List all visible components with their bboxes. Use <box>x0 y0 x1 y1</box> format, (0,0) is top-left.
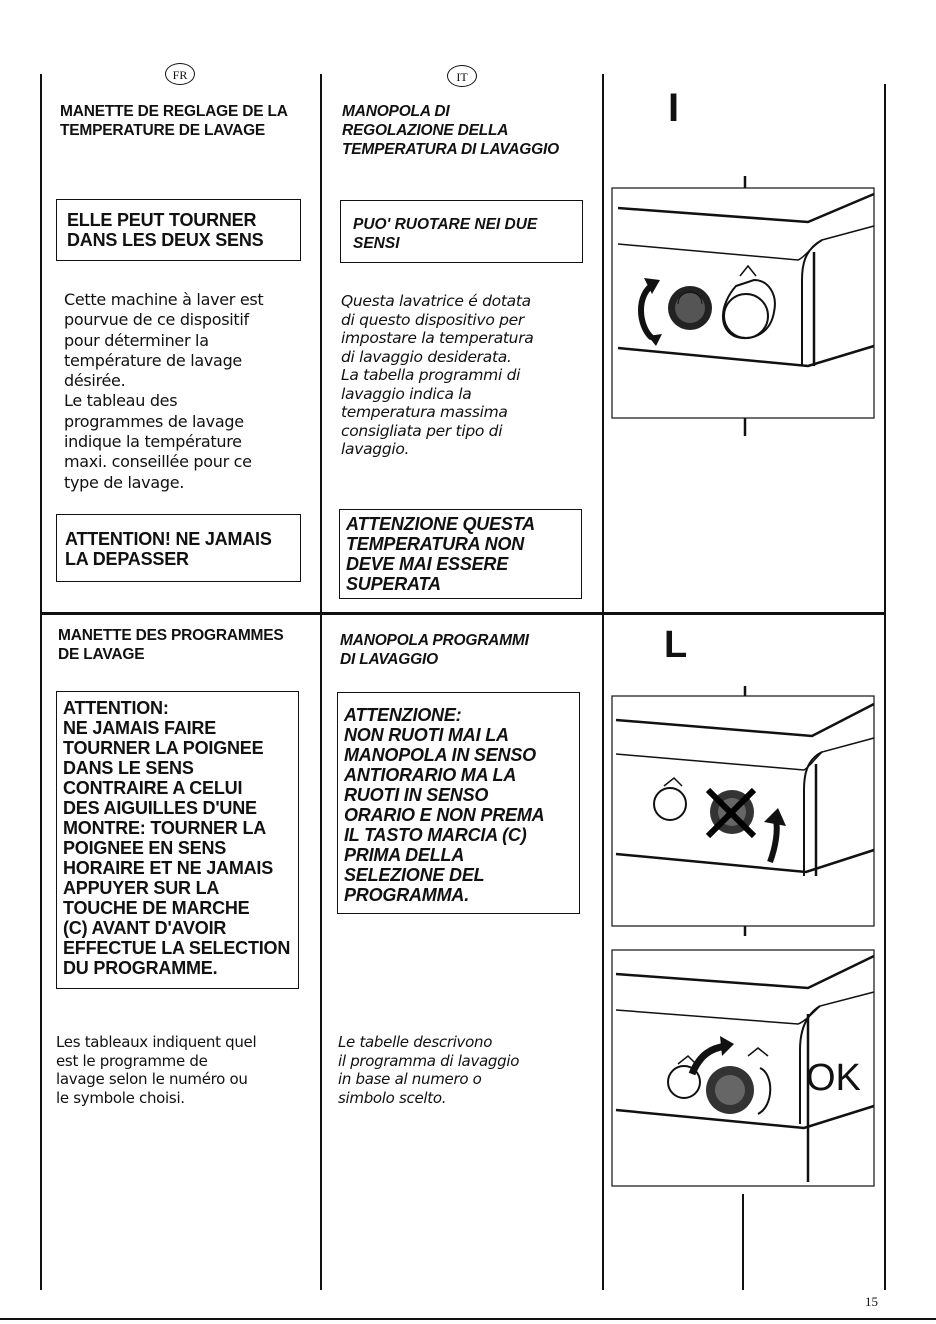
figure-label-i: I <box>668 86 680 130</box>
figure-ok-connector <box>742 1194 744 1290</box>
it-programs-warning-text: ATTENZIONE: NON RUOTI MAI LA MANOPOLA IN SENSO ANTIORARIO MA LA RUOTI IN SENSO ORARIO E NON PREMA IL TASTO MARCIA (C) PRIMA DELLA SELEZIONE DEL PROGRAMMA. <box>344 705 545 905</box>
arrow-rotate-icon <box>641 278 662 346</box>
fr-rotation-box-text: ELLE PEUT TOURNER DANS LES DEUX SENS <box>67 210 264 250</box>
fr-language-badge: FR <box>165 63 195 85</box>
figure-label-l: L <box>664 624 688 666</box>
column-divider-middle <box>320 74 322 1290</box>
fr-programs-warning-text: ATTENTION: NE JAMAIS FAIRE TOURNER LA POIGNEE DANS LE SENS CONTRAIRE A CELUI DES AIGUILLES D'UNE MONTRE: TOURNER LA POIGNEE EN SENS HORAIRE ET NE JAMAIS APPUYER SUR LA TOUCHE DE MARCHE (C) AVANT D'AVOIR EFFECTUE LA SELECTION DU PROGRAMME. <box>63 698 291 978</box>
it-temperature-description: Questa lavatrice é dotata di questo dispositivo per impostare la temperatura di lavaggio desiderata. La tabella programmi di lavaggio indica la temperatura massima consigliata per tipo di lavaggio. <box>341 292 534 458</box>
column-divider-right <box>602 74 604 1290</box>
it-language-badge: IT <box>447 65 477 87</box>
fr-temperature-description: Cette machine à laver est pourvue de ce dispositif pour déterminer la température de lavage désirée. Le tableau des programmes de lavage indique la température maxi. conseillée pour ce type de lavage. <box>64 290 264 492</box>
fr-warning-box <box>56 514 301 582</box>
section-divider <box>40 612 886 615</box>
page-right-border <box>884 84 886 1290</box>
figure-label-ok: OK <box>806 1057 861 1099</box>
arrow-clockwise-icon <box>764 808 786 862</box>
it-warning-box-text: ATTENZIONE QUESTA TEMPERATURA NON DEVE MAI ESSERE SUPERATA <box>346 514 535 594</box>
fr-warning-box-text: ATTENTION! NE JAMAIS LA DEPASSER <box>65 529 272 569</box>
fr-programs-description: Les tableaux indiquent quel est le programme de lavage selon le numéro ou le symbole choisi. <box>56 1033 257 1107</box>
column-divider-left <box>40 74 42 1290</box>
it-warning-box <box>339 509 582 599</box>
it-programs-warning-box <box>337 692 580 914</box>
it-rotation-box <box>340 200 583 263</box>
fr-temperature-heading: MANETTE DE REGLAGE DE LA TEMPERATURE DE LAVAGE <box>60 103 288 139</box>
page-number: 15 <box>865 1294 878 1309</box>
it-rotation-box-text: PUO' RUOTARE NEI DUE SENSI <box>353 216 538 252</box>
program-knob-wrong-illustration <box>608 686 878 936</box>
fr-rotation-box <box>56 199 301 261</box>
fr-programs-heading: MANETTE DES PROGRAMMES DE LAVAGE <box>58 627 284 663</box>
bottom-rule <box>0 1318 936 1320</box>
it-programs-heading: MANOPOLA PROGRAMMI DI LAVAGGIO <box>340 632 529 668</box>
it-programs-description: Le tabelle descrivono il programma di lavaggio in base al numero o simbolo scelto. <box>338 1033 520 1107</box>
it-temperature-heading: MANOPOLA DI REGOLAZIONE DELLA TEMPERATURA DI LAVAGGIO <box>342 103 559 158</box>
temperature-knob-illustration <box>608 176 878 436</box>
fr-programs-warning-box <box>56 691 299 989</box>
